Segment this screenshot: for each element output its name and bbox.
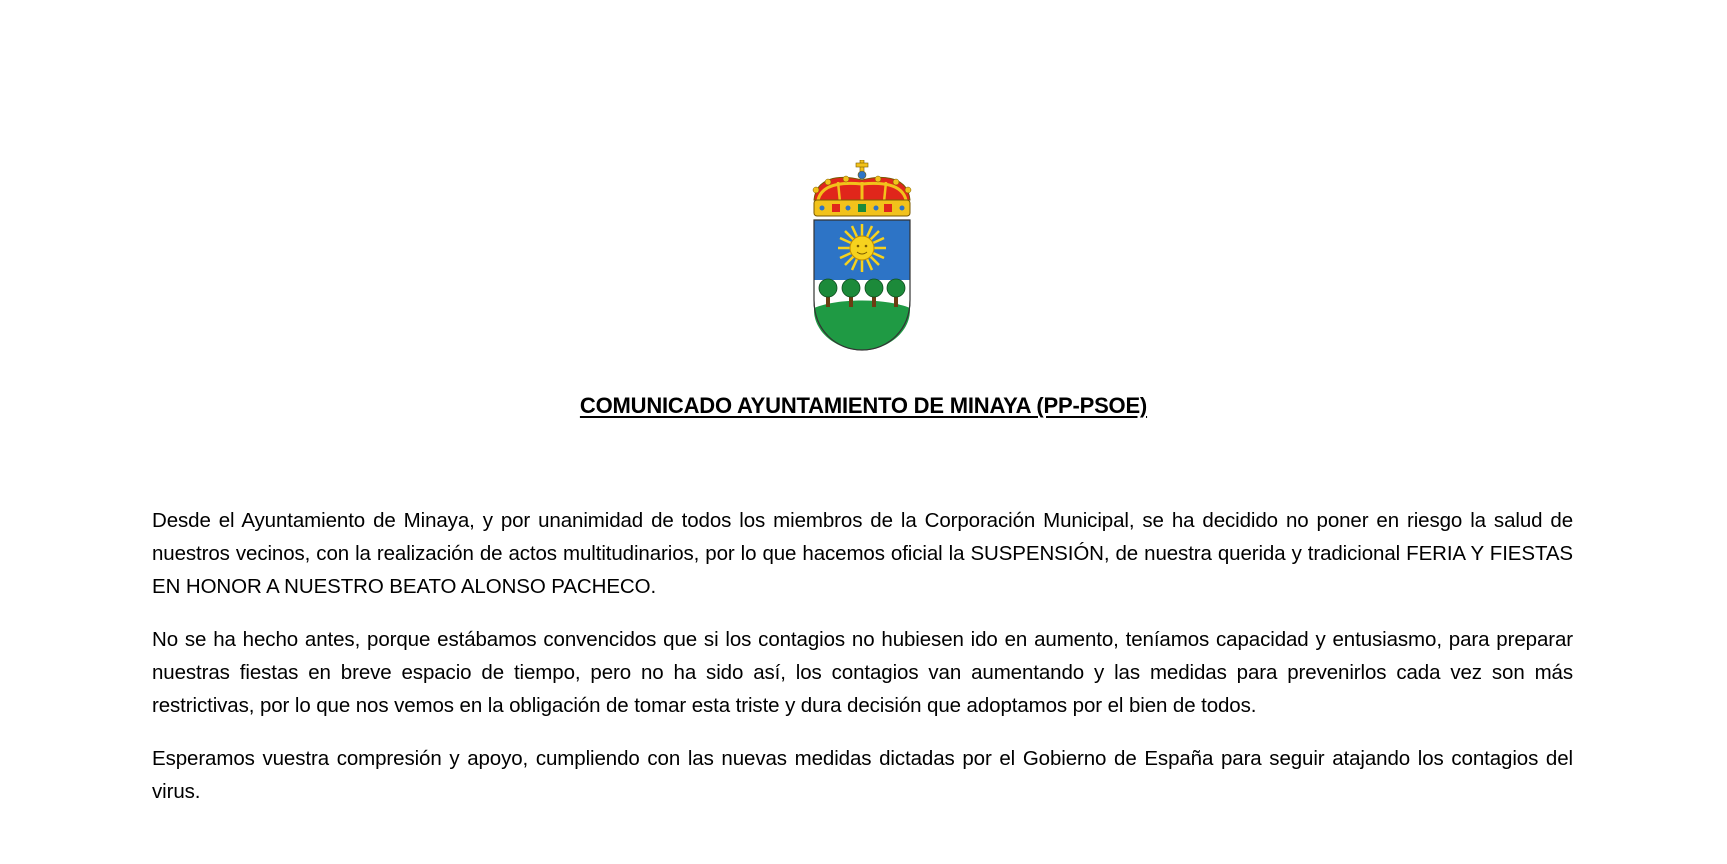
document-body <box>152 504 1573 828</box>
crown-icon <box>813 160 911 216</box>
shield-icon <box>814 220 910 350</box>
page-title: COMUNICADO AYUNTAMIENTO DE MINAYA (PP-PSOE) <box>579 393 1148 418</box>
coat-of-arms-icon <box>808 160 916 352</box>
paragraph-3: Esperamos vuestra compresión y apoyo, cumpliendo con las nuevas medidas dictadas por el Gobierno de España para seguir atajando los contagios del virus. <box>152 747 1573 803</box>
paragraph-1: Desde el Ayuntamiento de Minaya, y por unanimidad de todos los miembros de la Corporación Municipal, se ha decidido no poner en riesgo la salud de nuestros vecinos, con la realización de actos multitudinarios, por lo que hacemos oficial la SUSPENSIÓN, de nuestra querida y tradicional FERIA Y FIESTAS EN HONOR A NUESTRO BEATO ALONSO PACHECO. <box>152 509 1573 598</box>
sun-icon <box>838 224 886 272</box>
paragraph-2: No se ha hecho antes, porque estábamos convencidos que si los contagios no hubiesen ido en aumento, teníamos capacidad y entusiasmo, para preparar nuestras fiestas en breve espacio de tiempo, pero no ha sido así, los contagios van aumentando y las medidas para prevenirlos cada vez son más restrictivas, por lo que nos vemos en la obligación de tomar esta triste y dura decisión que adoptamos por el bien de todos. <box>152 628 1573 717</box>
